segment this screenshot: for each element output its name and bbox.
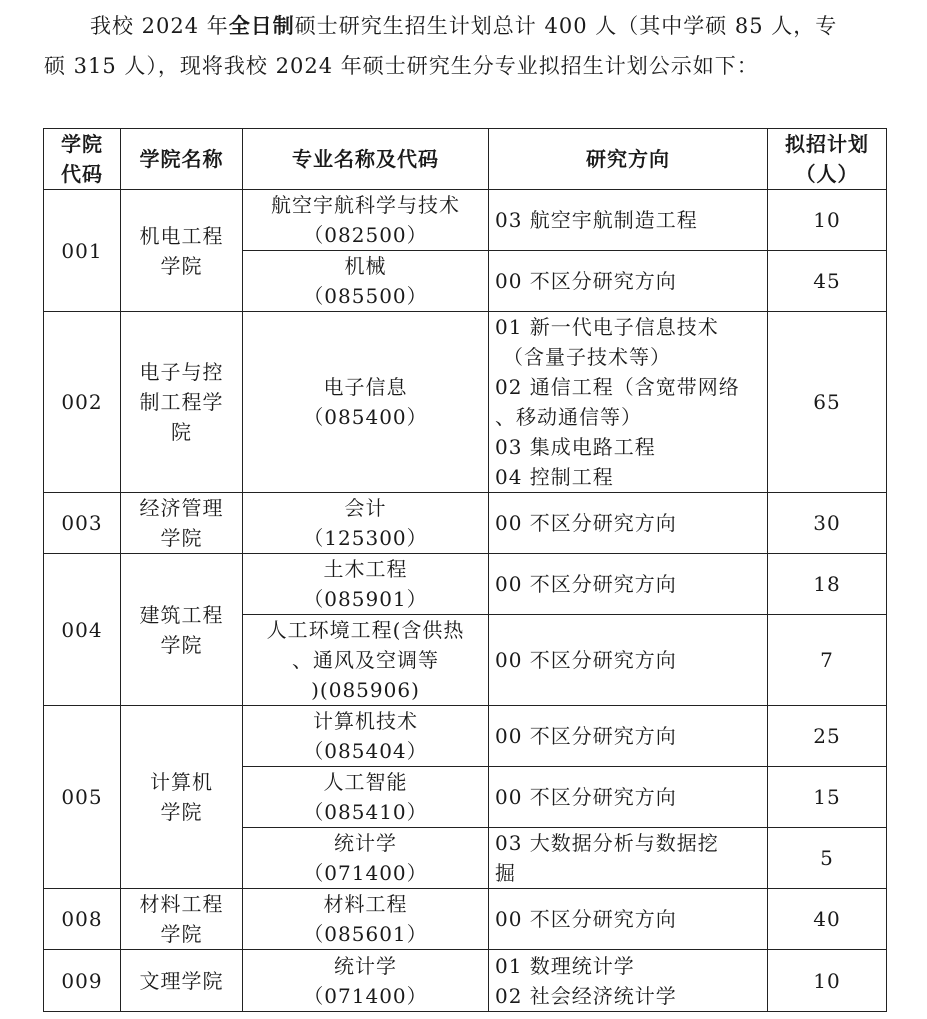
intro-paragraph: [44, 6, 904, 86]
major-cell: 统计学 （071400）: [243, 950, 489, 1012]
major-cell: 人工智能 （085410）: [243, 767, 489, 828]
direction-cell: 00 不区分研究方向: [489, 615, 768, 706]
major-cell: 航空宇航科学与技术 （082500）: [243, 190, 489, 251]
intro-text-b: 硕士研究生招生计划总计 400 人（其中学硕 85 人，专: [294, 14, 838, 38]
major-cell: 计算机技术 （085404）: [243, 706, 489, 767]
intro-text-a: 我校 2024 年: [90, 14, 229, 38]
plan-cell: 25: [768, 706, 887, 767]
direction-cell: 03 大数据分析与数据挖 掘: [489, 828, 768, 889]
table-row: [44, 706, 887, 767]
intro-line-1: [44, 6, 904, 46]
college-code: 004: [44, 554, 121, 706]
table-row: [44, 950, 887, 1012]
direction-cell: 00 不区分研究方向: [489, 706, 768, 767]
plan-cell: 30: [768, 493, 887, 554]
college-name: 经济管理 学院: [121, 493, 243, 554]
college-code: 005: [44, 706, 121, 889]
direction-cell: 00 不区分研究方向: [489, 554, 768, 615]
direction-cell: 00 不区分研究方向: [489, 767, 768, 828]
table-row: [44, 554, 887, 615]
enrollment-plan-table: [43, 128, 887, 1012]
college-name: 建筑工程 学院: [121, 554, 243, 706]
intro-line-2: 硕 315 人），现将我校 2024 年硕士研究生分专业拟招生计划公示如下：: [44, 54, 759, 78]
college-name: 机电工程 学院: [121, 190, 243, 312]
plan-cell: 10: [768, 190, 887, 251]
direction-cell: 00 不区分研究方向: [489, 889, 768, 950]
plan-cell: 5: [768, 828, 887, 889]
plan-cell: 7: [768, 615, 887, 706]
direction-cell: 01 数理统计学 02 社会经济统计学: [489, 950, 768, 1012]
college-code: 009: [44, 950, 121, 1012]
table-row: [44, 493, 887, 554]
direction-cell: 00 不区分研究方向: [489, 493, 768, 554]
intro-text-bold: 全日制: [228, 14, 295, 38]
direction-cell: 03 航空宇航制造工程: [489, 190, 768, 251]
plan-cell: 15: [768, 767, 887, 828]
college-name: 计算机 学院: [121, 706, 243, 889]
major-cell: 材料工程 （085601）: [243, 889, 489, 950]
college-code: 001: [44, 190, 121, 312]
header-major: 专业名称及代码: [243, 129, 489, 190]
major-cell: 会计 （125300）: [243, 493, 489, 554]
college-code: 008: [44, 889, 121, 950]
plan-cell: 18: [768, 554, 887, 615]
college-code: 002: [44, 312, 121, 493]
major-cell: 人工环境工程(含供热 、通风及空调等 )(085906): [243, 615, 489, 706]
college-code: 003: [44, 493, 121, 554]
header-plan: 拟招计划 （人）: [768, 129, 887, 190]
plan-cell: 10: [768, 950, 887, 1012]
major-cell: 机械 （085500）: [243, 251, 489, 312]
table-row: [44, 889, 887, 950]
major-cell: 电子信息 （085400）: [243, 312, 489, 493]
direction-cell: 00 不区分研究方向: [489, 251, 768, 312]
plan-cell: 40: [768, 889, 887, 950]
table-header-row: [44, 129, 887, 190]
plan-cell: 65: [768, 312, 887, 493]
header-direction: 研究方向: [489, 129, 768, 190]
major-cell: 统计学 （071400）: [243, 828, 489, 889]
header-college-name: 学院名称: [121, 129, 243, 190]
college-name: 文理学院: [121, 950, 243, 1012]
table-row: [44, 312, 887, 493]
plan-cell: 45: [768, 251, 887, 312]
college-name: 材料工程 学院: [121, 889, 243, 950]
major-cell: 土木工程 （085901）: [243, 554, 489, 615]
college-name: 电子与控 制工程学 院: [121, 312, 243, 493]
table-row: [44, 190, 887, 251]
header-college-code: 学院 代码: [44, 129, 121, 190]
direction-cell: 01 新一代电子信息技术 （含量子技术等） 02 通信工程（含宽带网络 、移动通信等） 03 集成电路工程 04 控制工程: [489, 312, 768, 493]
